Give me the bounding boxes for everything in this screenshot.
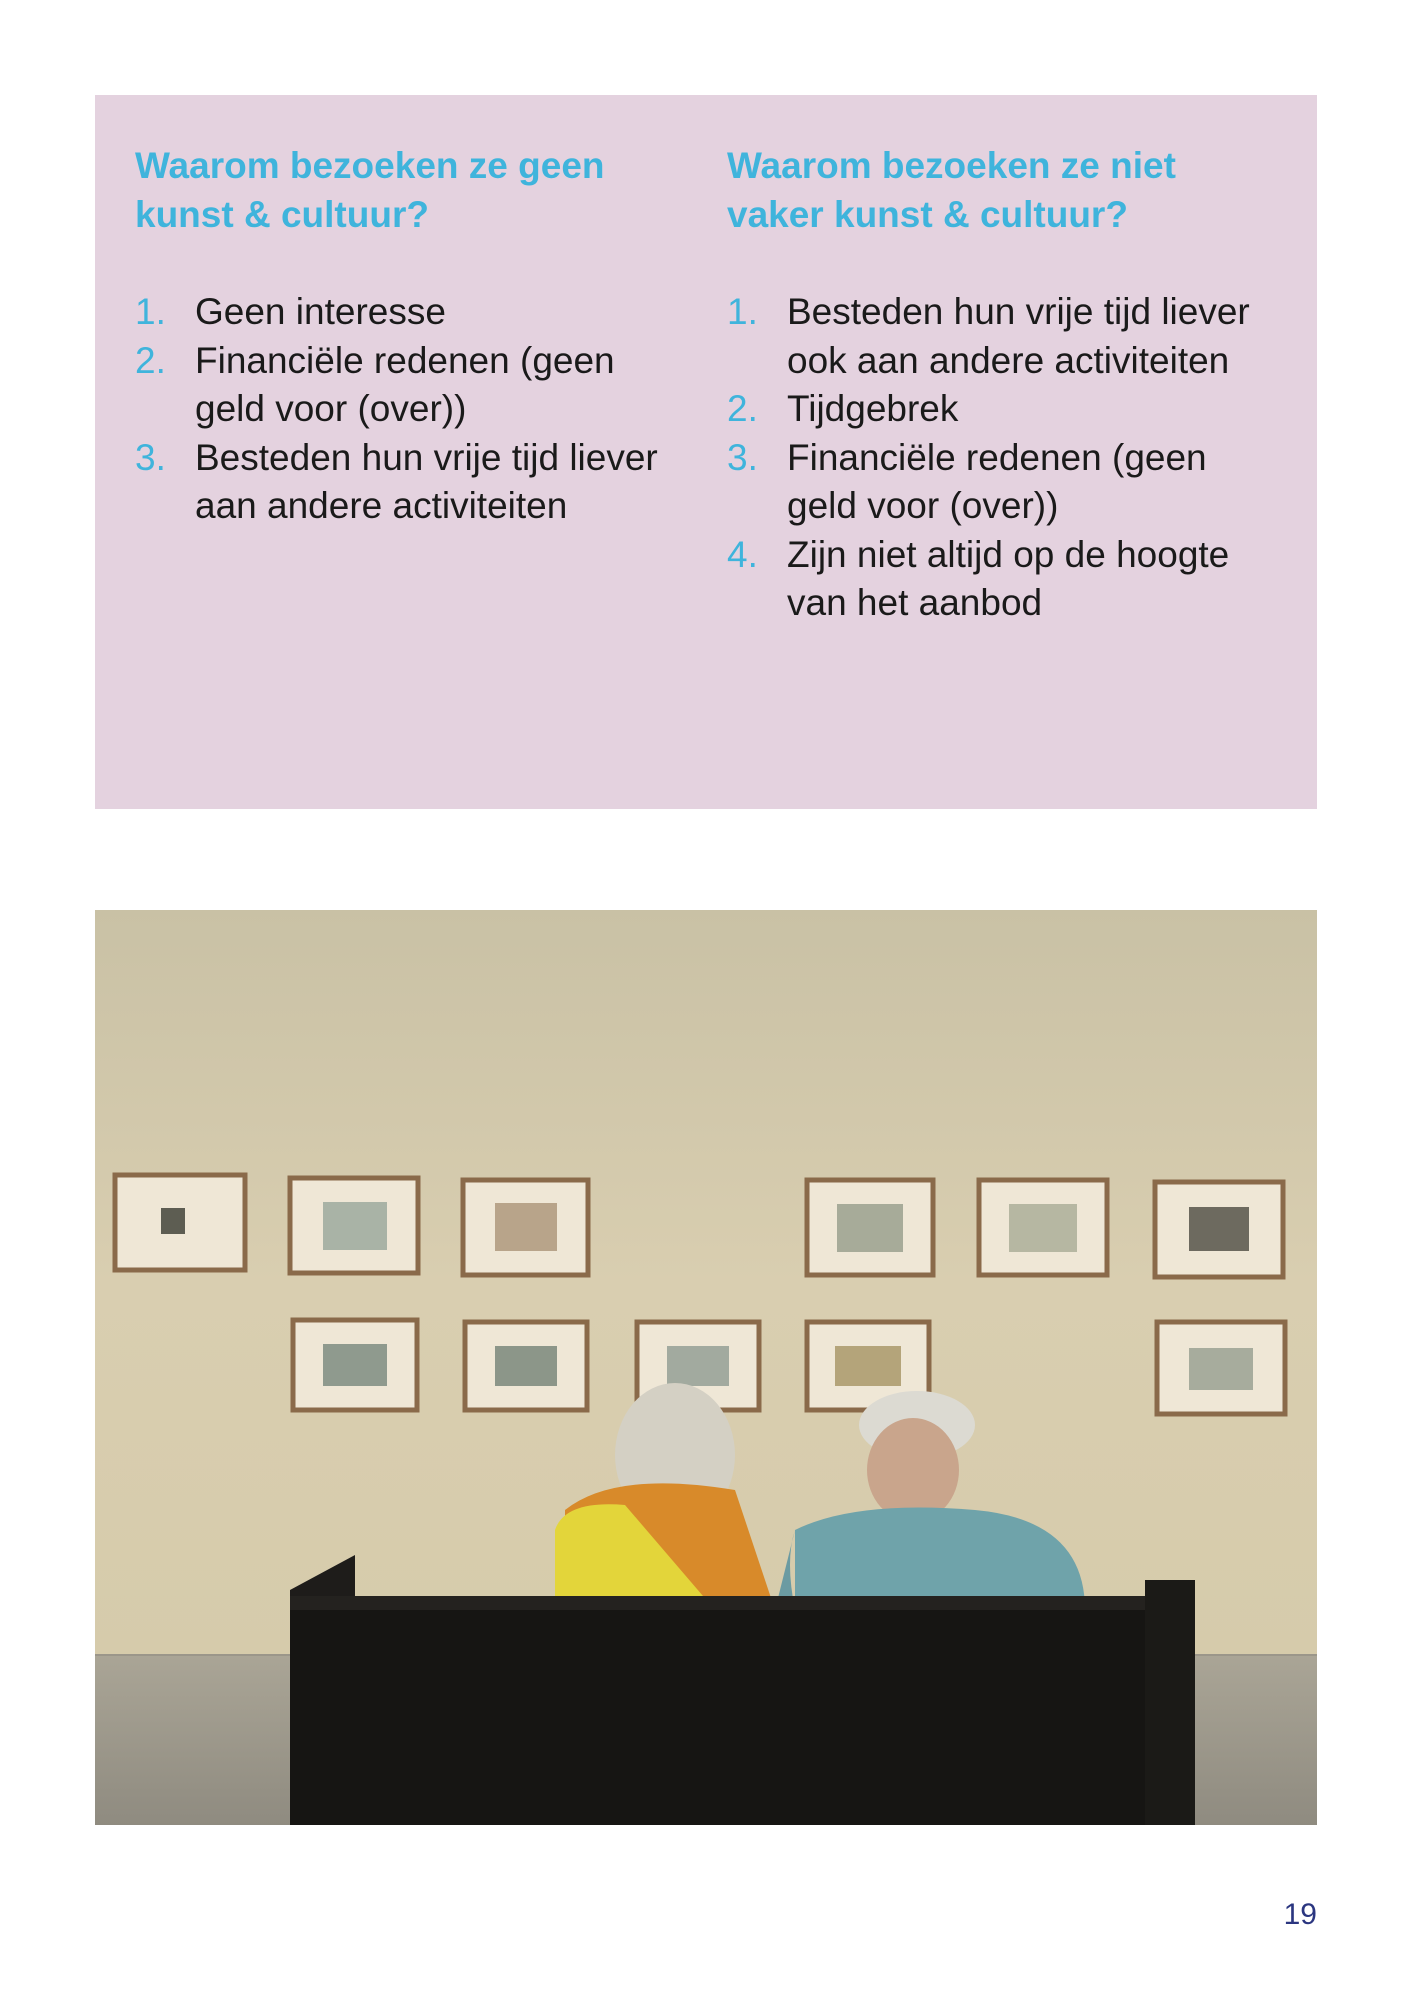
list-number: 1. — [135, 291, 166, 332]
list-item — [727, 531, 1267, 628]
list-text: Financiële redenen (geen geld voor (over)) — [787, 436, 1207, 526]
list-number: 2. — [135, 339, 166, 381]
left-list — [135, 288, 675, 531]
list-text: Zijn niet altijd op de hoogte van het aanbod — [787, 533, 1230, 623]
gallery-photo — [95, 910, 1317, 1825]
list-text: Tijdgebrek — [787, 388, 959, 429]
list-item — [135, 434, 675, 531]
list-item — [135, 288, 675, 337]
left-column — [135, 141, 675, 531]
list-number: 3. — [135, 436, 166, 478]
list-text: Besteden hun vrije tijd liever ook aan andere activiteiten — [787, 291, 1250, 381]
right-heading: Waarom bezoeken ze niet vaker kunst & cultuur? — [727, 145, 1176, 235]
list-number: 1. — [727, 291, 758, 332]
list-number: 3. — [727, 436, 758, 478]
list-text: Besteden hun vrije tijd liever aan andere activiteiten — [195, 436, 658, 526]
list-item — [135, 337, 675, 434]
list-text: Financiële redenen (geen geld voor (over)) — [195, 339, 615, 429]
list-item — [727, 385, 1267, 434]
list-item — [727, 434, 1267, 531]
list-number: 2. — [727, 388, 758, 429]
right-list — [727, 288, 1267, 628]
info-panel — [95, 95, 1317, 809]
list-text: Geen interesse — [195, 291, 446, 332]
page-number: 19 — [1283, 1898, 1317, 1931]
list-item — [727, 288, 1267, 385]
left-heading: Waarom bezoeken ze geen kunst & cultuur? — [135, 145, 605, 235]
list-number: 4. — [727, 533, 758, 575]
right-column — [727, 141, 1267, 628]
